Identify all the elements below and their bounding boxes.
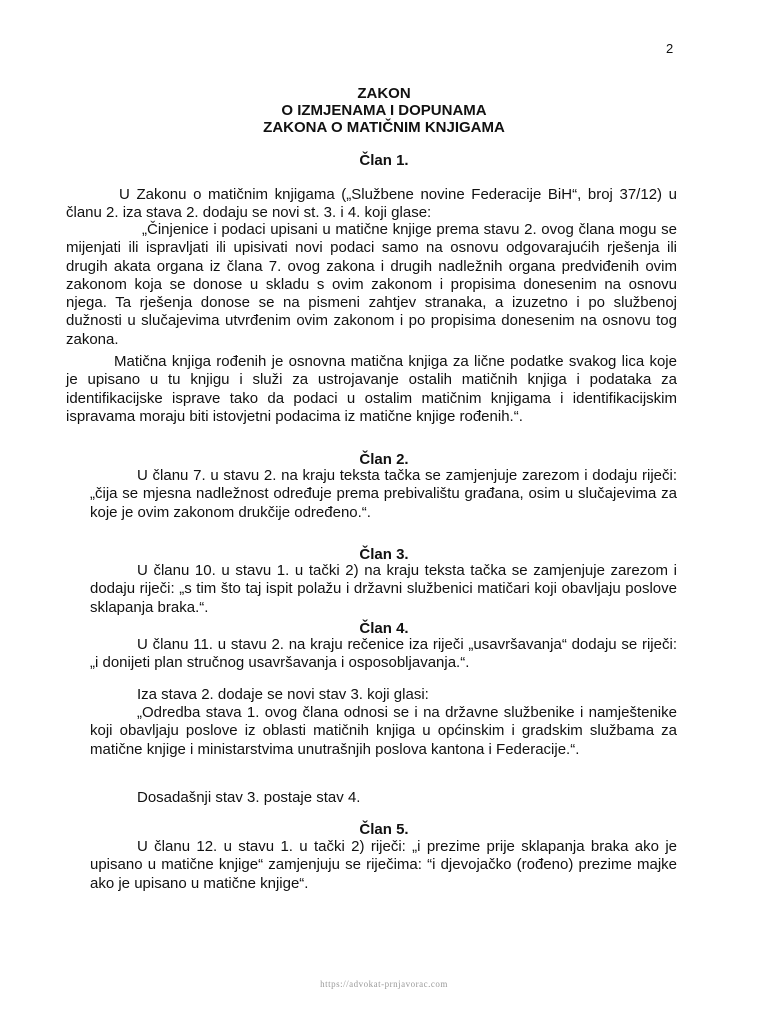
law-title-line-1: ZAKON bbox=[357, 85, 411, 102]
article-4-paragraph-4: Dosadašnji stav 3. postaje stav 4. bbox=[137, 789, 361, 806]
law-title-line-3: ZAKONA O MATIČNIM KNJIGAMA bbox=[263, 119, 505, 136]
article-3-heading: Član 3. bbox=[359, 546, 409, 563]
article-1-paragraph-1: U Zakonu o matičnim knjigama („Službene novine Federacije BiH“, broj 37/12) u članu 2. iza stava 2. dodaju se novi st. 3. i 4. koji glase: bbox=[66, 186, 677, 222]
article-4-paragraph-2: Iza stava 2. dodaje se novi stav 3. koji glasi: bbox=[137, 686, 429, 703]
article-1-paragraph-3: Matična knjiga rođenih je osnovna matična knjiga za lične podatke svakog lica koje je upisano u tu knjigu i služi za ustrojavanje ostalih matičnih knjiga i podataka za identifikacijske isprave tako da podaci u ostalim matičnim knjigama i identifikacijskim ispravama moraju biti istovjetni podacima iz matične knjige rođenih.“. bbox=[66, 353, 677, 425]
article-2-heading: Član 2. bbox=[359, 451, 409, 468]
article-4-heading: Član 4. bbox=[359, 620, 409, 637]
article-3-paragraph-1: U članu 10. u stavu 1. u tački 2) na kraju teksta tačka se zamjenjuje zarezom i dodaju riječi: „s tim što taj ispit polažu i državni službenici matičari koji obavljaju poslove sklapanja braka.“. bbox=[90, 562, 677, 616]
page-number: 2 bbox=[666, 41, 674, 56]
footer-watermark-url: https://advokat-prnjavorac.com bbox=[320, 979, 448, 989]
article-1-paragraph-2: „Činjenice i podaci upisani u matične knjige prema stavu 2. ovog člana mogu se mijenjati ili ispravljati ili upisivati novi podaci samo na osnovu odgovarajućih rješenja ili drugih akata organa iz člana 7. ovog zakona i drugih nadležnih organa predviđenih ovim zakonom koja se donose u skladu s ovim zakonom i propisima donesenim na osnovu njega. Ta rješenja donose se na pismeni zahtjev stranaka, a izuzetno i po službenoj dužnosti u slučajevima utvrđenim ovim zakonom i po propisima donesenim na osnovu tog zakona. bbox=[66, 221, 677, 348]
article-2-paragraph-1: U članu 7. u stavu 2. na kraju teksta tačka se zamjenjuje zarezom i dodaju riječi: „čija se mjesna nadležnost određuje prema prebivalištu građana, osim u slučajevima za koje je ovim zakonom drukčije određeno.“. bbox=[90, 467, 677, 521]
article-5-heading: Član 5. bbox=[359, 821, 409, 838]
article-1-heading: Član 1. bbox=[359, 152, 409, 169]
article-5-paragraph-1: U članu 12. u stavu 1. u tački 2) riječi: „i prezime prije sklapanja braka ako je upisano u matične knjige“ zamjenjuju se riječima: “i djevojačko (rođeno) prezime majke ako je upisano u matične knjige“. bbox=[90, 838, 677, 892]
article-4-paragraph-1: U članu 11. u stavu 2. na kraju rečenice iza riječi „usavršavanja“ dodaju se riječi: „i donijeti plan stručnog usavršavanja i osposobljavanja.“. bbox=[90, 636, 677, 672]
law-title-line-2: O IZMJENAMA I DOPUNAMA bbox=[281, 102, 487, 119]
article-4-paragraph-3: „Odredba stava 1. ovog člana odnosi se i na državne službenike i namještenike koji obavljaju poslove iz oblasti matičnih knjiga u općinskim i gradskim službama za matične knjige i ministarstvima unutrašnjih poslova kantona i Federacije.“. bbox=[90, 704, 677, 758]
